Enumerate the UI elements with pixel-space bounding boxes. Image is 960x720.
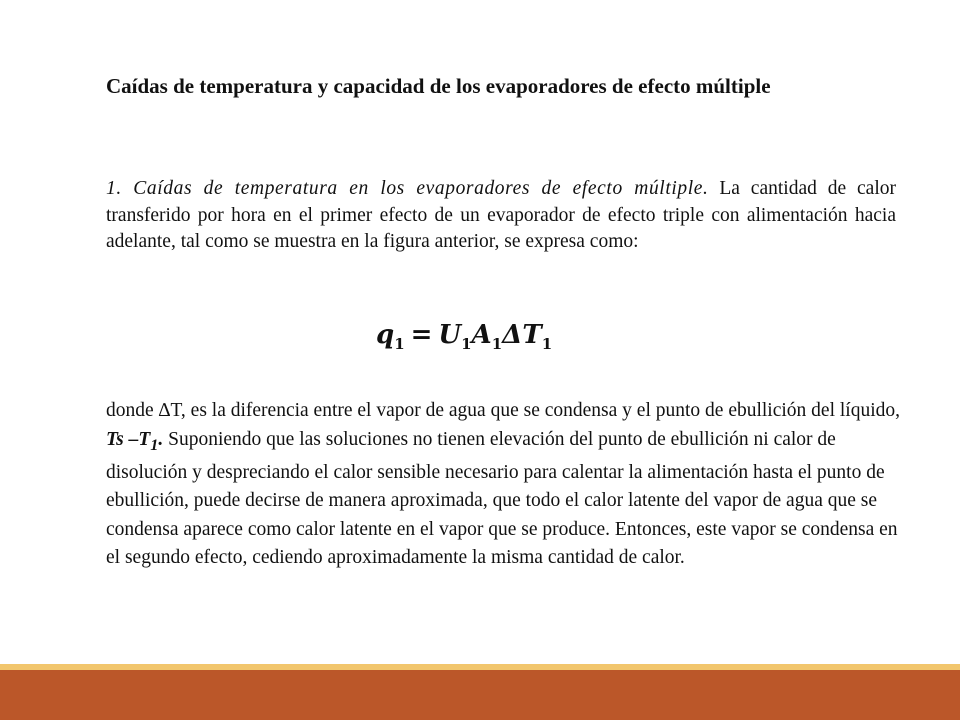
- section-heading: 1. Caídas de temperatura en los evaporadores de efecto múltiple.: [106, 178, 709, 199]
- eq-dt: ΔT: [502, 320, 542, 350]
- body-text-a: donde ∆T, es la diferencia entre el vapor de agua que se condensa y el punto de ebullición del líquido,: [106, 400, 900, 421]
- footer-band: [0, 670, 960, 720]
- intro-paragraph: [106, 176, 896, 256]
- heat-transfer-equation: [376, 320, 552, 353]
- ts-symbol-sub: 1: [150, 435, 159, 454]
- eq-q-sub: 1: [394, 335, 405, 354]
- ts-symbol-dot: .: [158, 428, 164, 450]
- ts-symbol-main: Ts –T: [106, 428, 151, 450]
- body-paragraph: [106, 397, 906, 573]
- eq-u: U: [438, 320, 462, 350]
- slide-title: Caídas de temperatura y capacidad de los evaporadores de efecto múltiple: [106, 74, 771, 98]
- eq-q: q: [376, 320, 395, 350]
- eq-u-sub: 1: [461, 335, 472, 354]
- intro-text: La cantidad de calor transferido por hora en el primer efecto de un evaporador de efecto triple con alimentación hacia adelante, tal como se muestra en la figura anterior, se expresa como:: [106, 178, 896, 252]
- eq-a: A: [471, 320, 492, 350]
- eq-dt-sub: 1: [541, 335, 553, 354]
- eq-equals: =: [410, 320, 433, 350]
- body-text-b: Suponiendo que las soluciones no tienen elevación del punto de ebullición ni calor de disolución y despreciando el calor sensible necesario para calentar la alimentación hasta el punto de ebullición, puede decirse de manera aproximada, que todo el calor latente del vapor de agua que se condensa aparece como calor latente en el vapor que se produce. Entonces, este vapor se condensa en el segundo efecto, cediendo aproximadamente la misma cantidad de calor.: [106, 428, 898, 569]
- eq-a-sub: 1: [491, 335, 503, 354]
- ts-symbol: [106, 428, 164, 454]
